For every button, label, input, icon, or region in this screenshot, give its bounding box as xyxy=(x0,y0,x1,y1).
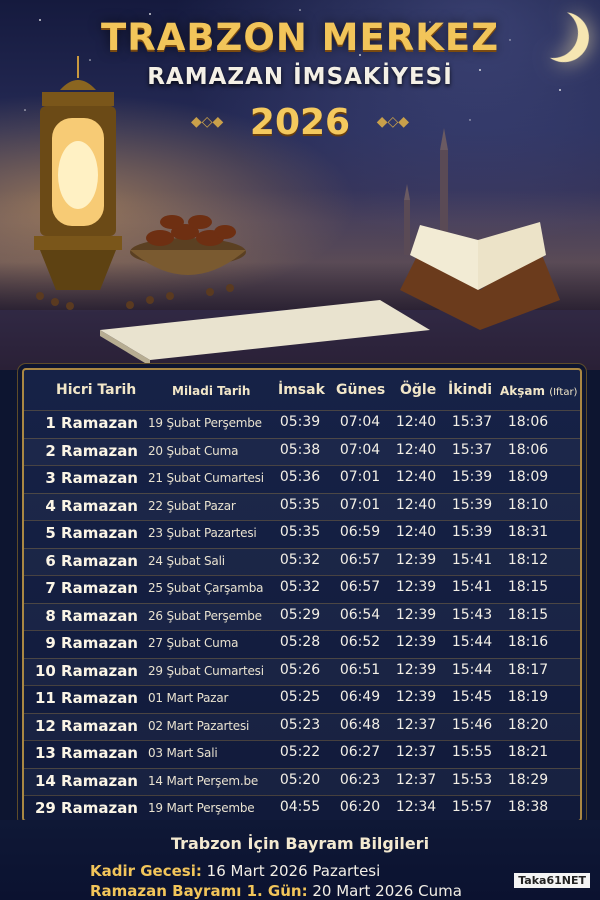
cell-aksam: 18:06 xyxy=(507,441,549,458)
cell-ikindi: 15:37 xyxy=(451,414,493,430)
timetable xyxy=(22,368,582,822)
cell-imsak: 05:36 xyxy=(279,469,321,485)
cell-hicri: 11 Ramazan xyxy=(34,689,138,707)
table-row xyxy=(24,685,580,712)
table-row xyxy=(24,575,580,602)
cell-ikindi: 15:39 xyxy=(451,524,493,540)
col-imsak: İmsak xyxy=(278,382,325,398)
cell-ogle: 12:39 xyxy=(395,579,437,595)
cell-miladi: 03 Mart Sali xyxy=(148,746,218,760)
cell-ikindi: 15:44 xyxy=(451,634,493,650)
cell-aksam: 18:15 xyxy=(507,606,549,623)
cell-ogle: 12:37 xyxy=(395,716,437,733)
kadir-value: 16 Mart 2026 Pazartesi xyxy=(206,862,381,880)
cell-gunes: 07:01 xyxy=(339,496,381,513)
cell-miladi: 22 Şubat Pazar xyxy=(148,498,236,513)
cell-gunes: 06:49 xyxy=(339,689,381,705)
cell-hicri: 10 Ramazan xyxy=(34,661,138,680)
cell-hicri: 3 Ramazan xyxy=(45,469,138,487)
cell-aksam: 18:09 xyxy=(507,469,549,485)
table-row xyxy=(24,438,580,465)
cell-aksam: 18:15 xyxy=(507,579,549,595)
cell-ogle: 12:37 xyxy=(395,744,437,760)
year-badge xyxy=(185,102,415,146)
cell-imsak: 05:32 xyxy=(279,579,321,595)
cell-hicri: 12 Ramazan xyxy=(34,716,138,735)
cell-hicri: 14 Ramazan xyxy=(34,771,138,790)
cell-hicri: 9 Ramazan xyxy=(45,634,138,652)
cell-ikindi: 15:41 xyxy=(451,579,493,595)
cell-hicri: 7 Ramazan xyxy=(45,579,138,597)
cell-ikindi: 15:39 xyxy=(451,469,493,485)
cell-gunes: 06:59 xyxy=(339,524,381,540)
cell-gunes: 06:51 xyxy=(339,661,381,678)
cell-hicri: 2 Ramazan xyxy=(45,441,138,460)
cell-aksam: 18:12 xyxy=(507,551,549,568)
table-row xyxy=(24,465,580,492)
cell-ikindi: 15:39 xyxy=(451,496,493,513)
cell-ogle: 12:39 xyxy=(395,606,437,623)
cell-gunes: 07:01 xyxy=(339,469,381,485)
cell-ikindi: 15:43 xyxy=(451,606,493,623)
cell-ogle: 12:39 xyxy=(395,689,437,705)
cell-hicri: 13 Ramazan xyxy=(34,744,138,762)
bayram-row xyxy=(90,882,462,900)
table-header xyxy=(24,376,580,406)
year-text: 2026 xyxy=(249,102,351,143)
cell-aksam: 18:38 xyxy=(507,799,549,815)
cell-hicri: 29 Ramazan xyxy=(34,799,138,817)
cell-gunes: 07:04 xyxy=(339,441,381,458)
cell-aksam: 18:29 xyxy=(507,771,549,788)
bayram-info xyxy=(0,820,600,900)
table-row xyxy=(24,548,580,575)
hero-illustration xyxy=(0,0,600,370)
cell-ogle: 12:37 xyxy=(395,771,437,788)
col-aksam-label: Akşam xyxy=(500,384,546,398)
cell-miladi: 26 Şubat Perşembe xyxy=(148,608,262,623)
cell-hicri: 8 Ramazan xyxy=(45,606,138,625)
cell-gunes: 06:48 xyxy=(339,716,381,733)
table-row xyxy=(24,493,580,520)
cell-imsak: 05:32 xyxy=(279,551,321,568)
cell-miladi: 02 Mart Pazartesi xyxy=(148,718,250,733)
cell-ikindi: 15:57 xyxy=(451,799,493,815)
cell-gunes: 06:52 xyxy=(339,634,381,650)
cell-imsak: 05:39 xyxy=(279,414,321,430)
cell-imsak: 05:20 xyxy=(279,771,321,788)
cell-gunes: 06:23 xyxy=(339,771,381,788)
cell-ikindi: 15:45 xyxy=(451,689,493,705)
cell-hicri: 5 Ramazan xyxy=(45,524,138,542)
cell-imsak: 05:28 xyxy=(279,634,321,650)
cell-ikindi: 15:55 xyxy=(451,744,493,760)
cell-imsak: 05:38 xyxy=(279,441,321,458)
cell-ikindi: 15:53 xyxy=(451,771,493,788)
cell-ikindi: 15:41 xyxy=(451,551,493,568)
cell-imsak: 05:25 xyxy=(279,689,321,705)
cell-imsak: 05:35 xyxy=(279,524,321,540)
cell-gunes: 07:04 xyxy=(339,414,381,430)
cell-ogle: 12:39 xyxy=(395,661,437,678)
col-aksam xyxy=(500,384,577,398)
cell-imsak: 05:26 xyxy=(279,661,321,678)
cell-ogle: 12:39 xyxy=(395,634,437,650)
cell-aksam: 18:16 xyxy=(507,634,549,650)
cell-miladi: 01 Mart Pazar xyxy=(148,691,229,705)
cell-ogle: 12:40 xyxy=(395,414,437,430)
kadir-label: Kadir Gecesi: xyxy=(90,862,202,880)
left-ornament-icon: ◆◇◆ xyxy=(191,114,224,130)
cell-miladi: 19 Mart Perşembe xyxy=(148,801,255,815)
table-row xyxy=(24,713,580,740)
cell-gunes: 06:54 xyxy=(339,606,381,623)
right-ornament-icon: ◆◇◆ xyxy=(376,114,409,130)
cell-ogle: 12:40 xyxy=(395,524,437,540)
cell-gunes: 06:57 xyxy=(339,579,381,595)
cell-ikindi: 15:44 xyxy=(451,661,493,678)
cell-ogle: 12:40 xyxy=(395,496,437,513)
bayram-title: Trabzon İçin Bayram Bilgileri xyxy=(170,834,430,853)
kadir-gecesi-row xyxy=(90,862,380,880)
cell-aksam: 18:20 xyxy=(507,716,549,733)
cell-aksam: 18:19 xyxy=(507,689,549,705)
cell-hicri: 1 Ramazan xyxy=(45,414,138,432)
col-ogle: Öğle xyxy=(400,382,437,398)
cell-imsak: 05:23 xyxy=(279,716,321,733)
cell-imsak: 05:35 xyxy=(279,496,321,513)
table-row xyxy=(24,768,580,795)
cell-gunes: 06:27 xyxy=(339,744,381,760)
cell-miladi: 29 Şubat Cumartesi xyxy=(148,663,264,678)
cell-ikindi: 15:37 xyxy=(451,441,493,458)
cell-gunes: 06:57 xyxy=(339,551,381,568)
cell-ogle: 12:40 xyxy=(395,469,437,485)
page-subtitle: RAMAZAN İMSAKİYESİ xyxy=(147,64,453,90)
cell-hicri: 6 Ramazan xyxy=(45,551,138,570)
cell-miladi: 25 Şubat Çarşamba xyxy=(148,581,264,595)
cell-miladi: 21 Şubat Cumartesi xyxy=(148,471,264,485)
table-row xyxy=(24,740,580,767)
cell-ogle: 12:39 xyxy=(395,551,437,568)
col-gunes: Günes xyxy=(336,382,386,398)
bayram-value: 20 Mart 2026 Cuma xyxy=(312,882,462,900)
table-row xyxy=(24,520,580,547)
bayram-label: Ramazan Bayramı 1. Gün: xyxy=(90,882,308,900)
cell-ikindi: 15:46 xyxy=(451,716,493,733)
table-row xyxy=(24,603,580,630)
cell-miladi: 19 Şubat Perşembe xyxy=(148,416,262,430)
table-row xyxy=(24,795,580,822)
cell-aksam: 18:17 xyxy=(507,661,549,678)
watermark: Taka61NET xyxy=(514,873,590,888)
col-ikindi: İkindi xyxy=(448,382,493,398)
table-row xyxy=(24,630,580,657)
cell-miladi: 24 Şubat Sali xyxy=(148,553,225,568)
cell-miladi: 20 Şubat Cuma xyxy=(148,443,239,458)
cell-gunes: 06:20 xyxy=(339,799,381,815)
col-miladi: Miladi Tarih xyxy=(172,384,251,398)
cell-ogle: 12:34 xyxy=(395,799,437,815)
cell-miladi: 14 Mart Perşem.be xyxy=(148,773,259,788)
col-aksam-note: (Iftar) xyxy=(549,387,578,398)
table-row xyxy=(24,410,580,437)
col-hicri: Hicri Tarih xyxy=(56,382,137,398)
cell-aksam: 18:31 xyxy=(507,524,549,540)
cell-miladi: 23 Şubat Pazartesi xyxy=(148,526,257,540)
cell-aksam: 18:06 xyxy=(507,414,549,430)
cell-aksam: 18:21 xyxy=(507,744,549,760)
cell-miladi: 27 Şubat Cuma xyxy=(148,636,239,650)
cell-aksam: 18:10 xyxy=(507,496,549,513)
page-title: TRABZON MERKEZ xyxy=(100,16,500,59)
cell-imsak: 04:55 xyxy=(279,799,321,815)
cell-hicri: 4 Ramazan xyxy=(45,496,138,515)
cell-imsak: 05:22 xyxy=(279,744,321,760)
cell-imsak: 05:29 xyxy=(279,606,321,623)
cell-ogle: 12:40 xyxy=(395,441,437,458)
table-row xyxy=(24,658,580,685)
